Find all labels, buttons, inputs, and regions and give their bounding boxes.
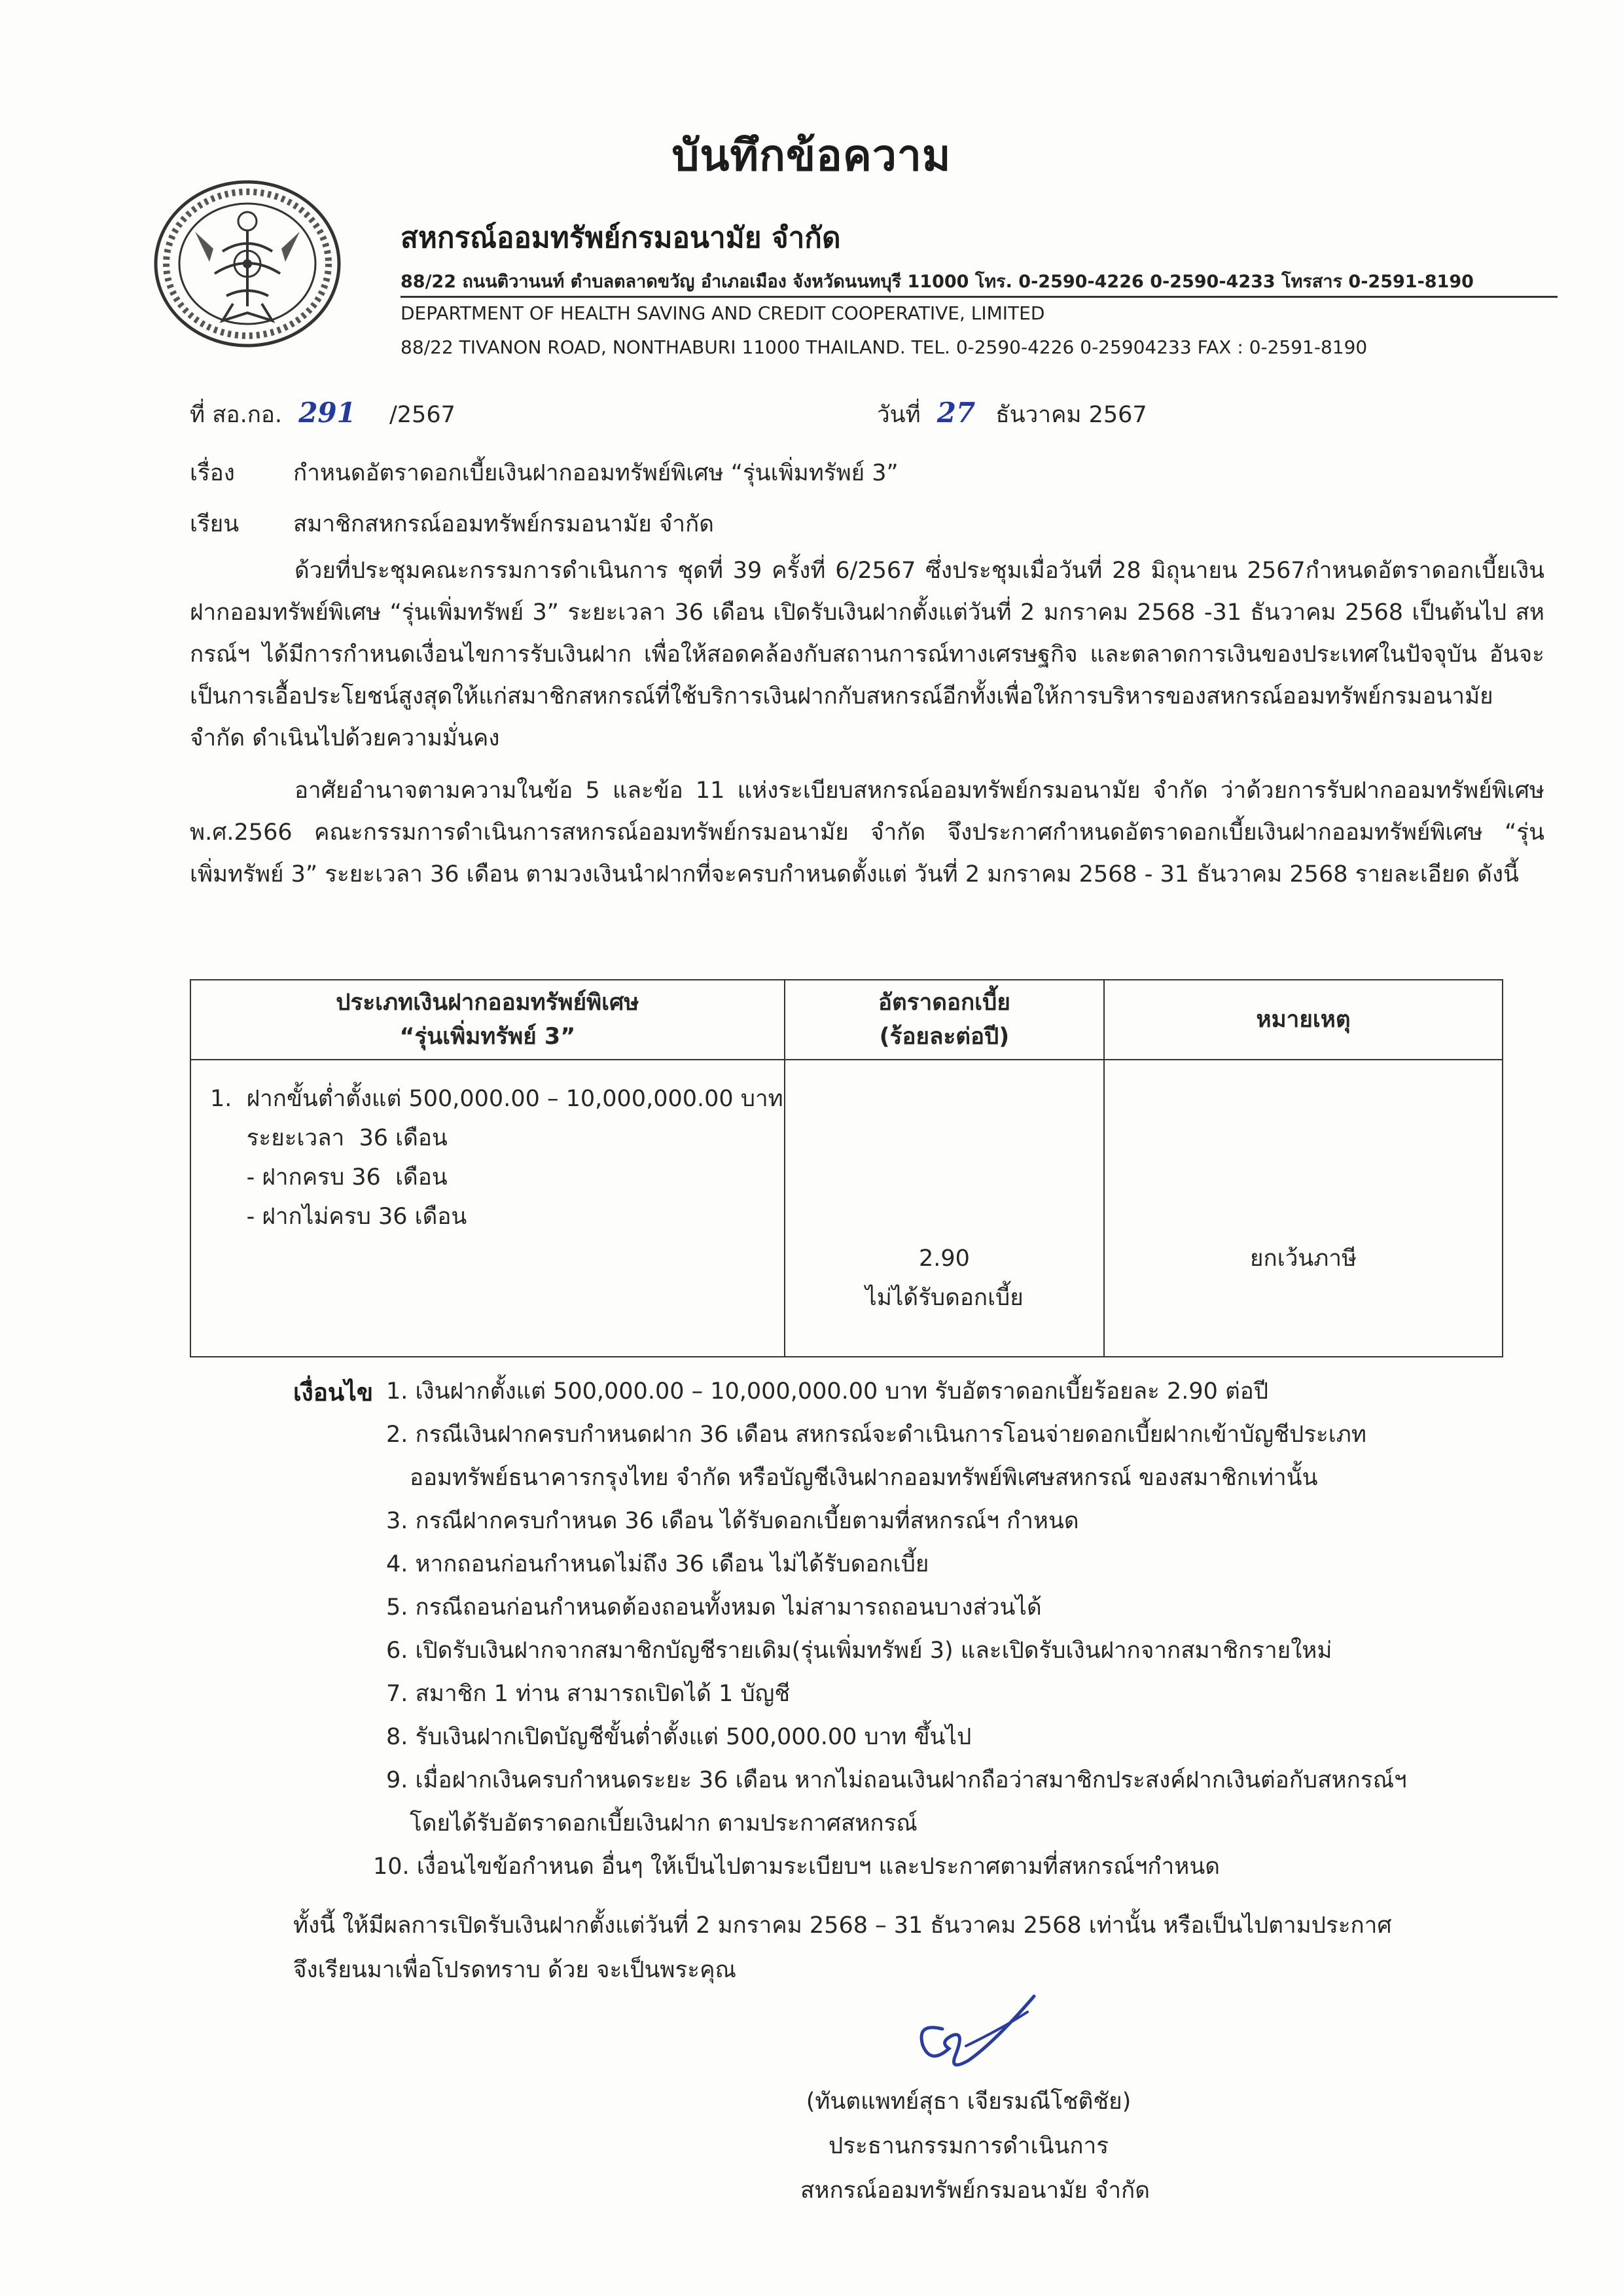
condition-item: 6. เปิดรับเงินฝากจากสมาชิกบัญชีรายเดิม(รุ่นเพิ่มทรัพย์ 3) และเปิดรับเงินฝากจากสมาชิกรายใหม่ (386, 1638, 1332, 1664)
handwritten-ref-number: 291 (298, 397, 356, 429)
cell-remark: ยกเว้นภาษี (1104, 1060, 1503, 1357)
subject-text: กำหนดอัตราดอกเบี้ยเงินฝากออมทรัพย์พิเศษ “รุ่นเพิ่มทรัพย์ 3” (293, 460, 899, 486)
address-english: 88/22 TIVANON ROAD, NONTHABURI 11000 THAILAND. TEL. 0-2590-4226 0-25904233 FAX : 0-2591-8190 (401, 336, 1368, 358)
header-interest-rate: อัตราดอกเบี้ย (ร้อยละต่อปี) (785, 980, 1104, 1060)
rate-note: ไม่ได้รับดอกเบี้ย (865, 1285, 1024, 1311)
interest-rate-table (190, 979, 1503, 1357)
condition-item: 7. สมาชิก 1 ท่าน สามารถเปิดได้ 1 บัญชี (386, 1681, 791, 1707)
conditions-label: เงื่อนไข (293, 1378, 374, 1407)
condition-item-continued: ออมทรัพย์ธนาคารกรุงไทย จำกัด หรือบัญชีเงินฝากออมทรัพย์พิเศษสหกรณ์ ของสมาชิกเท่านั้น (410, 1465, 1318, 1491)
condition-item: 4. หากถอนก่อนกำหนดไม่ถึง 36 เดือน ไม่ได้รับดอกเบี้ย (386, 1551, 929, 1577)
handwritten-date-day: 27 (936, 397, 976, 429)
signatory-organization: สหกรณ์ออมทรัพย์กรมอนามัย จำกัด (800, 2178, 1150, 2204)
body-paragraph-2: อาศัยอำนาจตามความในข้อ 5 และข้อ 11 แห่งระเบียบสหกรณ์ออมทรัพย์กรมอนามัย จำกัด ว่าด้วยการรับฝากออมทรัพย์พิเศษ พ.ศ.2566 คณะกรรมการดำเนินการสหกรณ์ออมทรัพย์กรมอนามัย จำกัด จึงประกาศกำหนดอัตราดอกเบี้ยเงินฝากออมทรัพย์พิเศษ “รุ่นเพิ่มทรัพย์ 3” ระยะเวลา 36 เดือน ตามวงเงินนำฝากที่จะครบกำหนดตั้งแต่ วันที่ 2 มกราคม 2568 - 31 ธันวาคม 2568 รายละเอียด ดังนี้ (190, 778, 1544, 888)
recipient-text: สมาชิกสหกรณ์ออมทรัพย์กรมอนามัย จำกัด (293, 511, 714, 537)
body-paragraph-1: ด้วยที่ประชุมคณะกรรมการดำเนินการ ชุดที่ 39 ครั้งที่ 6/2567 ซึ่งประชุมเมื่อวันที่ 28 มิถุนายน 2567กำหนดอัตราดอกเบี้ยเงินฝากออมทรัพย์พิเศษ “รุ่นเพิ่มทรัพย์ 3” ระยะเวลา 36 เดือน เปิดรับเงินฝากตั้งแต่วันที่ 2 มกราคม 2568 -31 ธันวาคม 2568 เป็นต้นไป สหกรณ์ฯ ได้มีการกำหนดเงื่อนไขการรับเงินฝาก เพื่อให้สอดคล้องกับสถานการณ์ทางเศรษฐกิจ และตลาดการเงินของประเทศในปัจจุบัน อันจะเป็นการเอื้อประโยชน์สูงสุดให้แก่สมาชิกสหกรณ์ที่ใช้บริการเงินฝากกับสหกรณ์อีกทั้งเพื่อให้การบริหารของสหกรณ์ออมทรัพย์กรมอนามัย จำกัด ดำเนินไปด้วยความมั่นคง (190, 558, 1544, 751)
memo-date: วันที่ 27 ธันวาคม 2567 (877, 397, 1147, 429)
table-row (190, 1060, 1503, 1357)
rate-value: 2.90 (918, 1246, 970, 1272)
header-divider (401, 296, 1558, 298)
condition-item: 3. กรณีฝากครบกำหนด 36 เดือน ได้รับดอกเบี้ยตามที่สหกรณ์ฯ กำหนด (386, 1508, 1079, 1534)
condition-item: 10. เงื่อนไขข้อกำหนด อื่นๆ ให้เป็นไปตามระเบียบฯ และประกาศตามที่สหกรณ์ฯกำหนด (373, 1854, 1220, 1880)
organization-name: สหกรณ์ออมทรัพย์กรมอนามัย จำกัด (401, 221, 841, 255)
recipient-label: เรียน (190, 511, 240, 537)
signatory-name: (ทันตแพทย์สุธา เจียรมณีโชติชัย) (806, 2089, 1132, 2115)
condition-item: 5. กรณีถอนก่อนกำหนดต้องถอนทั้งหมด ไม่สามารถถอนบางส่วนได้ (386, 1594, 1042, 1621)
reference-number: ที่ สอ.กอ. 291 /2567 (190, 397, 455, 429)
cell-interest-rate (785, 1060, 1104, 1357)
condition-item: 2. กรณีเงินฝากครบกำหนดฝาก 36 เดือน สหกรณ์จะดำเนินการโอนจ่ายดอกเบี้ยฝากเข้าบัญชีประเภท (386, 1422, 1366, 1448)
header-remark: หมายเหตุ (1104, 980, 1503, 1060)
address-thai: 88/22 ถนนติวานนท์ ตำบลตลาดขวัญ อำเภอเมือง จังหวัดนนทบุรี 11000 โทร. 0-2590-4226 0-2590-4233 โทรสาร 0-2591-8190 (401, 272, 1474, 292)
subject-label: เรื่อง (190, 460, 235, 486)
organization-name-english: DEPARTMENT OF HEALTH SAVING AND CREDIT COOPERATIVE, LIMITED (401, 302, 1045, 324)
signature-icon (903, 1983, 1060, 2081)
cell-deposit-type: 1. ฝากขั้นต่ำตั้งแต่ 500,000.00 – 10,000,000.00 บาท ระยะเวลา 36 เดือน - ฝากครบ 36 เดือน - ฝากไม่ครบ 36 เดือน (190, 1060, 785, 1357)
condition-item: 9. เมื่อฝากเงินครบกำหนดระยะ 36 เดือน หากไม่ถอนเงินฝากถือว่าสมาชิกประสงค์ฝากเงินต่อกับสหกรณ์ฯ (386, 1767, 1407, 1793)
condition-item: 1. เงินฝากตั้งแต่ 500,000.00 – 10,000,000.00 บาท รับอัตราดอกเบี้ยร้อยละ 2.90 ต่อปี (386, 1378, 1269, 1405)
signatory-position: ประธานกรรมการดำเนินการ (828, 2133, 1109, 2159)
closing-salutation: จึงเรียนมาเพื่อโปรดทราบ ด้วย จะเป็นพระคุณ (293, 1957, 736, 1983)
document-title: บันทึกข้อความ (671, 130, 952, 181)
header-deposit-type: ประเภทเงินฝากออมทรัพย์พิเศษ “รุ่นเพิ่มทรัพย์ 3” (190, 980, 785, 1060)
cooperative-seal-icon (149, 175, 346, 352)
condition-item-continued: โดยได้รับอัตราดอกเบี้ยเงินฝาก ตามประกาศสหกรณ์ (410, 1810, 918, 1837)
condition-item: 8. รับเงินฝากเปิดบัญชีขั้นต่ำตั้งแต่ 500,000.00 บาท ขึ้นไป (386, 1724, 972, 1750)
table-header-row (190, 980, 1503, 1060)
closing-effective-date: ทั้งนี้ ให้มีผลการเปิดรับเงินฝากตั้งแต่วันที่ 2 มกราคม 2568 – 31 ธันวาคม 2568 เท่านั้น หรือเป็นไปตามประกาศ (293, 1912, 1392, 1939)
